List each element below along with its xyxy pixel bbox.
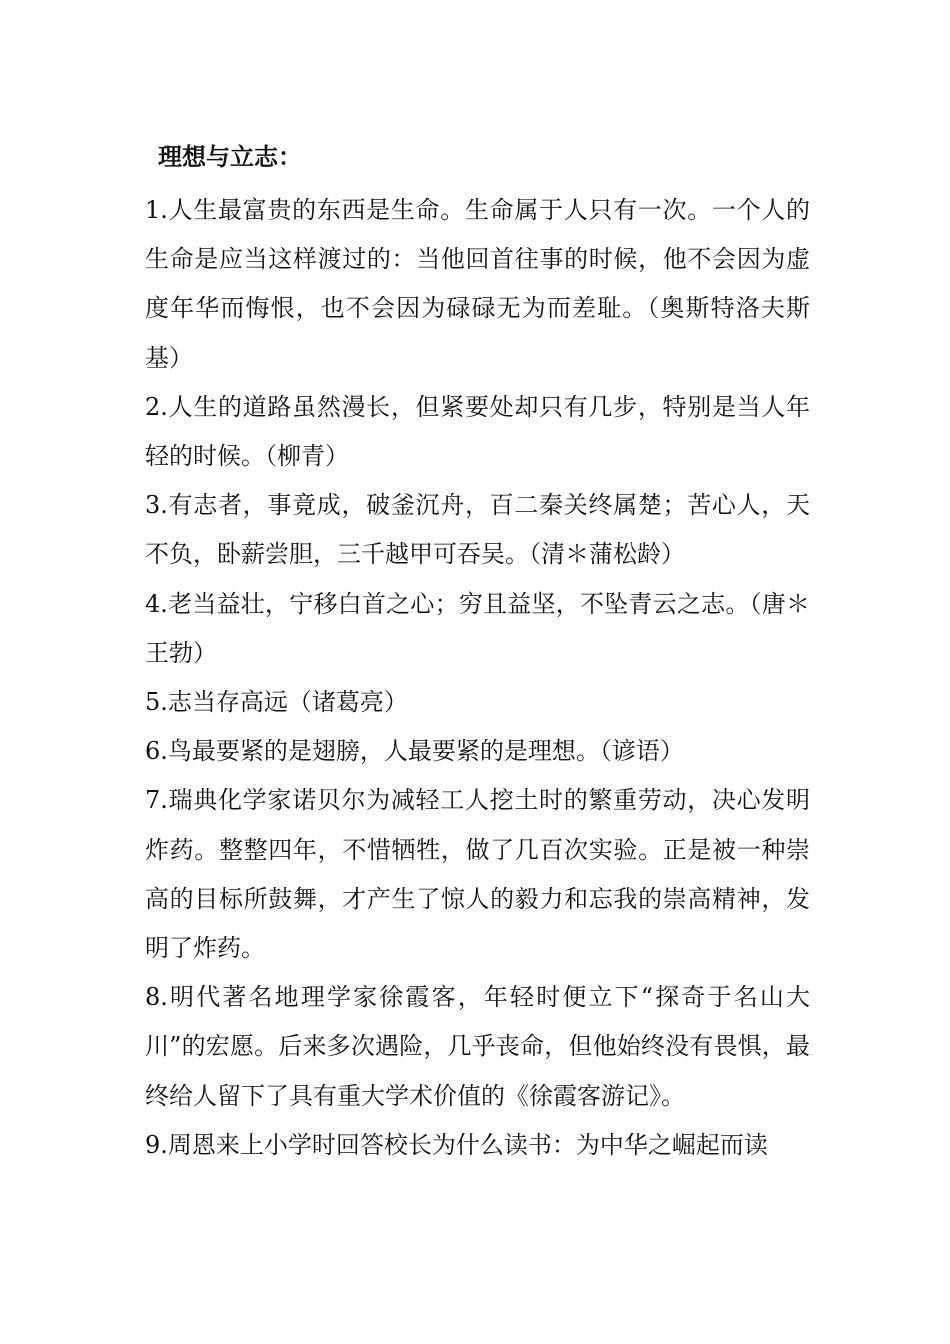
quote-paragraph-3: 3.有志者，事竟成，破釜沉舟，百二秦关终属楚；苦心人，天不负，卧薪尝胆，三千越甲可吞吴。（清＊蒲松龄） [145, 491, 810, 569]
quote-paragraph-6: 6.鸟最要紧的是翅膀，人最要紧的是理想。（谚语） [145, 737, 684, 766]
section-heading: 理想与立志： [158, 142, 302, 171]
quote-paragraph-9: 9.周恩来上小学时回答校长为什么读书：为中华之崛起而读 [145, 1130, 768, 1159]
quote-paragraph-7: 7.瑞典化学家诺贝尔为减轻工人挖土时的繁重劳动，决心发明炸药。整整四年，不惜牺牲，做了几百次实验。正是被一种崇高的目标所鼓舞，才产生了惊人的毅力和忘我的崇高精神，发明了炸药。 [145, 786, 810, 963]
quote-paragraph-1: 1.人生最富贵的东西是生命。生命属于人只有一次。一个人的生命是应当这样渡过的：当他回首往事的时候，他不会因为虚度年华而悔恨，也不会因为碌碌无为而差耻。（奥斯特洛夫斯基） [145, 196, 810, 372]
quote-paragraph-8: 8.明代著名地理学家徐霞客，年轻时便立下“探奇于名山大川”的宏愿。后来多次遇险，几乎丧命，但他始终没有畏惧，最终给人留下了具有重大学术价值的《徐霞客游记》。 [145, 983, 810, 1110]
quote-list [145, 186, 810, 1170]
quote-paragraph-4: 4.老当益壮，宁移白首之心；穷且益坚，不坠青云之志。（唐＊王勃） [145, 589, 810, 667]
quote-paragraph-5: 5.志当存高远（诸葛亮） [145, 688, 408, 717]
quote-paragraph-2: 2.人生的道路虽然漫长，但紧要处却只有几步，特别是当人年轻的时候。（柳青） [145, 392, 810, 471]
